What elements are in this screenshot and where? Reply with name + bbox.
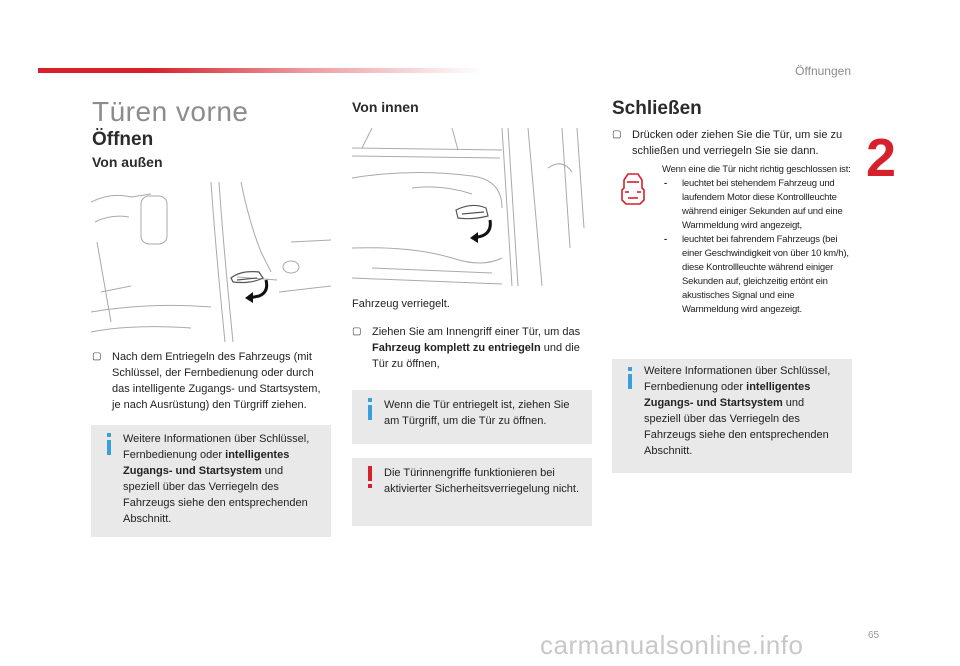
- info-icon: [364, 398, 376, 420]
- bullet-icon: ▢: [352, 326, 362, 337]
- info-line-5: Fahrzeugs siehe den entsprechenden: [123, 497, 308, 509]
- info-box-keys: [91, 425, 331, 537]
- interior-door-illustration: [352, 128, 592, 286]
- page-title: Türen vorne: [92, 96, 249, 127]
- header-accent-bar: [38, 68, 483, 73]
- info-icon: [624, 367, 636, 389]
- chapter-number: 2: [866, 128, 897, 188]
- warning-text: Die Türinnengriffe funktionieren bei aktivierter Sicherheitsverriegelung nicht.: [384, 467, 580, 495]
- bullet-close: [612, 127, 852, 159]
- page-number: 65: [868, 630, 880, 641]
- info-close-line-5: Fahrzeugs siehe den entsprechenden: [644, 429, 829, 441]
- bullet-close-text: Drücken oder ziehen Sie die Tür, um sie zu schließen und verriegeln Sie sie dann.: [632, 129, 843, 157]
- warning-box-deadlock: [352, 458, 592, 526]
- info-unlocked-text: Wenn die Tür entriegelt ist, ziehen Sie am Türgriff, um die Tür zu öffnen.: [384, 399, 570, 427]
- info-line-3: Zugangs- und Startsystem und: [123, 465, 284, 477]
- subheading-outside: Von außen: [92, 154, 163, 170]
- bullet-open-inside: [352, 324, 592, 372]
- bullet-open-outside: [92, 349, 330, 413]
- bullet-icon: ▢: [92, 351, 102, 362]
- section-heading-open: Öffnen: [92, 129, 154, 150]
- info-close-line-6: Abschnitt.: [644, 445, 693, 457]
- bullet-open-inside-text: Ziehen Sie am Innengriff einer Tür, um das Fahrzeug komplett zu entriegeln und die Tür zu öffnen,: [372, 326, 581, 370]
- exterior-door-illustration: [91, 182, 331, 342]
- door-warning-note: [662, 163, 852, 317]
- door-handle-inside-drawing: [352, 128, 592, 286]
- info-line-4: speziell über das Verriegeln des: [123, 481, 279, 493]
- bullet-open-outside-text: Nach dem Entriegeln des Fahrzeugs (mit Schlüssel, der Fernbedienung oder durch das intelligente Zugangs- und Startsystem, je nach Ausrüstung) den Türgriff ziehen.: [112, 351, 321, 411]
- info-box-unlocked: [352, 390, 592, 444]
- info-line-1: Weitere Informationen über Schlüssel,: [123, 433, 310, 445]
- section-title: Öffnungen: [795, 64, 851, 78]
- info-close-line-1: Weitere Informationen über Schlüssel,: [644, 365, 831, 377]
- info-line-6: Abschnitt.: [123, 513, 172, 525]
- info-line-2: Fernbedienung oder intelligentes: [123, 449, 290, 461]
- door-warning-item-2: - leuchtet bei fahrendem Fahrzeugs (bei einer Geschwindigkeit von über 10 km/h), diese Kontrollleuchte während einiger Sekunden auf, gleichzeitig ertönt ein akustisches Signal und eine Warnmeldung wird angezeigt.: [664, 234, 849, 315]
- info-icon: [103, 433, 115, 455]
- subheading-inside: Von innen: [352, 99, 419, 115]
- warning-icon: [364, 466, 376, 488]
- info-close-line-4: speziell über das Verriegeln des: [644, 413, 800, 425]
- info-box-keys-close: [612, 359, 852, 473]
- caption-locked: Fahrzeug verriegelt.: [352, 298, 450, 310]
- watermark: carmanualsonline.info: [540, 630, 804, 660]
- door-warning-item-1: - leuchtet bei stehendem Fahrzeug und laufendem Motor diese Kontrollleuchte während einiger Sekunden auf und eine Warnmeldung wird angezeigt,: [664, 178, 843, 231]
- info-close-line-3: Zugangs- und Startsystem und: [644, 397, 805, 409]
- door-open-warning-lamp-icon: [618, 172, 648, 206]
- section-heading-close: Schließen: [612, 98, 702, 119]
- bullet-icon: ▢: [612, 129, 622, 140]
- door-warning-intro: Wenn eine die Tür nicht richtig geschlossen ist:: [662, 164, 851, 175]
- door-handle-outside-drawing: [91, 182, 331, 342]
- info-close-line-2: Fernbedienung oder intelligentes: [644, 381, 811, 393]
